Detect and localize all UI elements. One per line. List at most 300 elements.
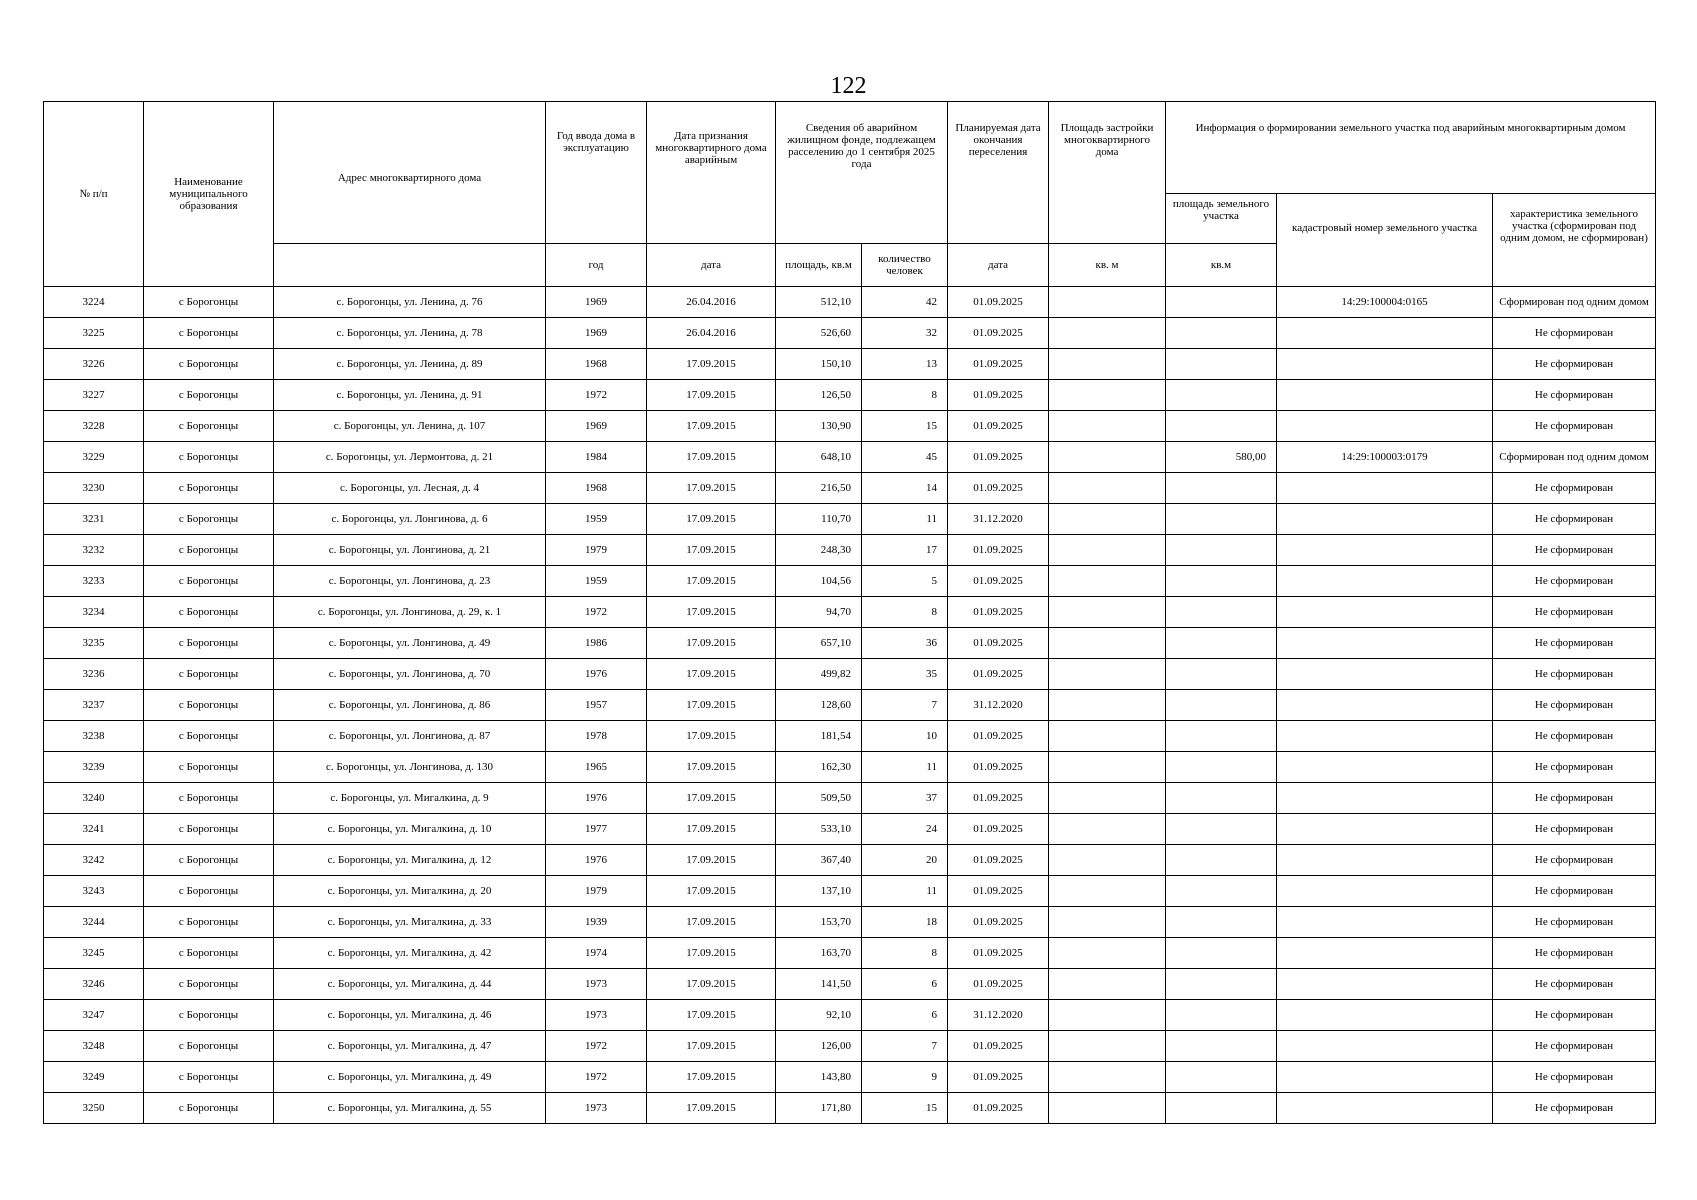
cell-year: 1973: [546, 1000, 647, 1031]
cell-people: 24: [862, 814, 948, 845]
cell-cadastral: [1277, 1093, 1493, 1124]
cell-area: 150,10: [776, 349, 862, 380]
cell-year: 1957: [546, 690, 647, 721]
cell-municipality: с Борогонцы: [144, 907, 274, 938]
cell-address: с. Борогонцы, ул. Мигалкина, д. 12: [274, 845, 546, 876]
cell-year: 1979: [546, 876, 647, 907]
cell-planned-date: 31.12.2020: [948, 504, 1049, 535]
cell-land-area: [1166, 380, 1277, 411]
cell-num: 3245: [44, 938, 144, 969]
cell-date: 17.09.2015: [647, 566, 776, 597]
cell-address: с. Борогонцы, ул. Ленина, д. 89: [274, 349, 546, 380]
cell-area: 171,80: [776, 1093, 862, 1124]
table-row: [44, 659, 1656, 690]
cell-cadastral: [1277, 535, 1493, 566]
table-row: [44, 1062, 1656, 1093]
cell-people: 36: [862, 628, 948, 659]
cell-people: 14: [862, 473, 948, 504]
cell-date: 17.09.2015: [647, 721, 776, 752]
cell-planned-date: 01.09.2025: [948, 814, 1049, 845]
cell-address: с. Борогонцы, ул. Лонгинова, д. 23: [274, 566, 546, 597]
cell-land-char: Не сформирован: [1493, 380, 1656, 411]
table-row: [44, 1000, 1656, 1031]
cell-building-area: [1049, 411, 1166, 442]
cell-year: 1959: [546, 566, 647, 597]
unit-sqm2: кв.м: [1166, 244, 1277, 287]
cell-year: 1939: [546, 907, 647, 938]
cell-address: с. Борогонцы, ул. Мигалкина, д. 47: [274, 1031, 546, 1062]
cell-people: 17: [862, 535, 948, 566]
cell-planned-date: 01.09.2025: [948, 938, 1049, 969]
cell-date: 17.09.2015: [647, 411, 776, 442]
cell-area: 110,70: [776, 504, 862, 535]
cell-date: 17.09.2015: [647, 535, 776, 566]
cell-year: 1959: [546, 504, 647, 535]
cell-area: 126,50: [776, 380, 862, 411]
cell-num: 3246: [44, 969, 144, 1000]
cell-land-area: [1166, 783, 1277, 814]
header-municipality: Наименование муниципального образования: [144, 102, 274, 287]
cell-land-area: [1166, 287, 1277, 318]
cell-municipality: с Борогонцы: [144, 380, 274, 411]
cell-municipality: с Борогонцы: [144, 628, 274, 659]
cell-building-area: [1049, 287, 1166, 318]
cell-municipality: с Борогонцы: [144, 1031, 274, 1062]
cell-num: 3226: [44, 349, 144, 380]
cell-num: 3225: [44, 318, 144, 349]
cell-year: 1972: [546, 380, 647, 411]
cell-land-area: [1166, 504, 1277, 535]
cell-area: 648,10: [776, 442, 862, 473]
cell-land-char: Не сформирован: [1493, 504, 1656, 535]
header-land-info: Информация о формировании земельного участка под аварийным многоквартирным домом: [1166, 102, 1656, 194]
cell-planned-date: 01.09.2025: [948, 287, 1049, 318]
cell-year: 1965: [546, 752, 647, 783]
table-row: [44, 1093, 1656, 1124]
table-row: [44, 752, 1656, 783]
cell-municipality: с Борогонцы: [144, 535, 274, 566]
header-cadastral: кадастровый номер земельного участка: [1277, 194, 1493, 287]
header-planned-date: Планируемая дата окончания переселения: [948, 102, 1049, 244]
cell-address: с. Борогонцы, ул. Лонгинова, д. 29, к. 1: [274, 597, 546, 628]
cell-date: 17.09.2015: [647, 504, 776, 535]
cell-land-area: [1166, 1062, 1277, 1093]
cell-area: 128,60: [776, 690, 862, 721]
cell-people: 8: [862, 380, 948, 411]
cell-date: 17.09.2015: [647, 783, 776, 814]
cell-date: 17.09.2015: [647, 1000, 776, 1031]
cell-date: 17.09.2015: [647, 659, 776, 690]
unit-date2: дата: [948, 244, 1049, 287]
cell-building-area: [1049, 566, 1166, 597]
cell-people: 32: [862, 318, 948, 349]
cell-building-area: [1049, 876, 1166, 907]
cell-num: 3229: [44, 442, 144, 473]
cell-municipality: с Борогонцы: [144, 969, 274, 1000]
cell-building-area: [1049, 380, 1166, 411]
cell-people: 13: [862, 349, 948, 380]
cell-date: 17.09.2015: [647, 1093, 776, 1124]
cell-land-char: Сформирован под одним домом: [1493, 287, 1656, 318]
cell-area: 104,56: [776, 566, 862, 597]
cell-municipality: с Борогонцы: [144, 504, 274, 535]
cell-land-area: [1166, 1000, 1277, 1031]
cell-building-area: [1049, 1093, 1166, 1124]
cell-land-char: Не сформирован: [1493, 473, 1656, 504]
cell-municipality: с Борогонцы: [144, 876, 274, 907]
cell-people: 18: [862, 907, 948, 938]
header-year-built: Год ввода дома в эксплуатацию: [546, 102, 647, 244]
cell-year: 1969: [546, 411, 647, 442]
cell-building-area: [1049, 752, 1166, 783]
cell-planned-date: 01.09.2025: [948, 1062, 1049, 1093]
table-row: [44, 318, 1656, 349]
unit-area: площадь, кв.м: [776, 244, 862, 287]
cell-land-area: [1166, 1093, 1277, 1124]
cell-year: 1976: [546, 845, 647, 876]
header-address: Адрес многоквартирного дома: [274, 102, 546, 244]
cell-building-area: [1049, 597, 1166, 628]
cell-municipality: с Борогонцы: [144, 659, 274, 690]
cell-address: с. Борогонцы, ул. Лермонтова, д. 21: [274, 442, 546, 473]
table-row: [44, 380, 1656, 411]
cell-year: 1979: [546, 535, 647, 566]
cell-people: 8: [862, 938, 948, 969]
cell-planned-date: 01.09.2025: [948, 907, 1049, 938]
cell-date: 17.09.2015: [647, 628, 776, 659]
cell-address: с. Борогонцы, ул. Лонгинова, д. 130: [274, 752, 546, 783]
cell-year: 1972: [546, 1062, 647, 1093]
cell-building-area: [1049, 1062, 1166, 1093]
emergency-housing-table: [43, 101, 1656, 1124]
table-row: [44, 690, 1656, 721]
cell-land-char: Не сформирован: [1493, 535, 1656, 566]
cell-building-area: [1049, 535, 1166, 566]
cell-planned-date: 01.09.2025: [948, 659, 1049, 690]
cell-area: 181,54: [776, 721, 862, 752]
cell-cadastral: [1277, 318, 1493, 349]
cell-land-area: [1166, 597, 1277, 628]
cell-land-char: Не сформирован: [1493, 783, 1656, 814]
cell-address: с. Борогонцы, ул. Мигалкина, д. 44: [274, 969, 546, 1000]
cell-address: с. Борогонцы, ул. Мигалкина, д. 46: [274, 1000, 546, 1031]
cell-planned-date: 01.09.2025: [948, 411, 1049, 442]
cell-planned-date: 01.09.2025: [948, 318, 1049, 349]
cell-cadastral: [1277, 380, 1493, 411]
cell-num: 3227: [44, 380, 144, 411]
cell-address: с. Борогонцы, ул. Ленина, д. 76: [274, 287, 546, 318]
cell-address: с. Борогонцы, ул. Ленина, д. 107: [274, 411, 546, 442]
cell-num: 3244: [44, 907, 144, 938]
cell-area: 216,50: [776, 473, 862, 504]
cell-municipality: с Борогонцы: [144, 845, 274, 876]
cell-cadastral: [1277, 814, 1493, 845]
cell-num: 3242: [44, 845, 144, 876]
cell-planned-date: 01.09.2025: [948, 876, 1049, 907]
cell-cadastral: [1277, 473, 1493, 504]
unit-people: количество человек: [862, 244, 948, 287]
cell-area: 248,30: [776, 535, 862, 566]
table-row: [44, 535, 1656, 566]
cell-land-area: [1166, 535, 1277, 566]
table-row: [44, 1031, 1656, 1062]
cell-land-char: Не сформирован: [1493, 752, 1656, 783]
cell-land-char: Не сформирован: [1493, 1000, 1656, 1031]
cell-planned-date: 01.09.2025: [948, 597, 1049, 628]
cell-people: 37: [862, 783, 948, 814]
cell-land-char: Не сформирован: [1493, 1093, 1656, 1124]
cell-area: 162,30: [776, 752, 862, 783]
cell-land-char: Не сформирован: [1493, 566, 1656, 597]
cell-land-area: [1166, 938, 1277, 969]
cell-municipality: с Борогонцы: [144, 349, 274, 380]
cell-building-area: [1049, 659, 1166, 690]
cell-date: 17.09.2015: [647, 349, 776, 380]
cell-cadastral: [1277, 783, 1493, 814]
cell-land-area: [1166, 349, 1277, 380]
cell-people: 20: [862, 845, 948, 876]
cell-address: с. Борогонцы, ул. Лонгинова, д. 86: [274, 690, 546, 721]
cell-year: 1984: [546, 442, 647, 473]
cell-date: 17.09.2015: [647, 814, 776, 845]
header-land-area: площадь земельного участка: [1166, 194, 1277, 244]
cell-year: 1968: [546, 349, 647, 380]
cell-land-area: [1166, 845, 1277, 876]
table-row: [44, 442, 1656, 473]
cell-area: 141,50: [776, 969, 862, 1000]
cell-land-char: Сформирован под одним домом: [1493, 442, 1656, 473]
table-row: [44, 876, 1656, 907]
cell-cadastral: [1277, 504, 1493, 535]
cell-cadastral: [1277, 628, 1493, 659]
cell-people: 45: [862, 442, 948, 473]
cell-date: 17.09.2015: [647, 969, 776, 1000]
cell-cadastral: [1277, 690, 1493, 721]
cell-municipality: с Борогонцы: [144, 752, 274, 783]
cell-num: 3234: [44, 597, 144, 628]
cell-cadastral: [1277, 907, 1493, 938]
cell-area: 533,10: [776, 814, 862, 845]
cell-building-area: [1049, 783, 1166, 814]
header-emergency-fund: Сведения об аварийном жилищном фонде, подлежащем расселению до 1 сентября 2025 года: [776, 102, 948, 244]
cell-year: 1972: [546, 597, 647, 628]
cell-year: 1968: [546, 473, 647, 504]
cell-area: 512,10: [776, 287, 862, 318]
cell-address: с. Борогонцы, ул. Лонгинова, д. 6: [274, 504, 546, 535]
cell-num: 3235: [44, 628, 144, 659]
cell-land-char: Не сформирован: [1493, 721, 1656, 752]
cell-land-area: [1166, 659, 1277, 690]
cell-cadastral: [1277, 349, 1493, 380]
cell-year: 1986: [546, 628, 647, 659]
cell-land-char: Не сформирован: [1493, 597, 1656, 628]
cell-planned-date: 01.09.2025: [948, 721, 1049, 752]
cell-people: 10: [862, 721, 948, 752]
cell-land-char: Не сформирован: [1493, 1062, 1656, 1093]
cell-area: 367,40: [776, 845, 862, 876]
cell-num: 3236: [44, 659, 144, 690]
cell-municipality: с Борогонцы: [144, 783, 274, 814]
cell-land-area: [1166, 721, 1277, 752]
cell-num: 3240: [44, 783, 144, 814]
cell-address: с. Борогонцы, ул. Лонгинова, д. 70: [274, 659, 546, 690]
cell-address: с. Борогонцы, ул. Мигалкина, д. 55: [274, 1093, 546, 1124]
cell-people: 15: [862, 411, 948, 442]
cell-address: с. Борогонцы, ул. Ленина, д. 78: [274, 318, 546, 349]
cell-num: 3241: [44, 814, 144, 845]
cell-num: 3237: [44, 690, 144, 721]
cell-cadastral: [1277, 1062, 1493, 1093]
table-row: [44, 287, 1656, 318]
cell-municipality: с Борогонцы: [144, 690, 274, 721]
cell-planned-date: 01.09.2025: [948, 969, 1049, 1000]
cell-people: 6: [862, 1000, 948, 1031]
cell-area: 92,10: [776, 1000, 862, 1031]
cell-date: 17.09.2015: [647, 473, 776, 504]
cell-land-char: Не сформирован: [1493, 318, 1656, 349]
cell-municipality: с Борогонцы: [144, 1000, 274, 1031]
cell-land-char: Не сформирован: [1493, 938, 1656, 969]
cell-building-area: [1049, 442, 1166, 473]
cell-building-area: [1049, 969, 1166, 1000]
cell-date: 17.09.2015: [647, 690, 776, 721]
header-date-emergency: Дата признания многоквартирного дома аварийным: [647, 102, 776, 244]
cell-land-char: Не сформирован: [1493, 1031, 1656, 1062]
table-row: [44, 938, 1656, 969]
cell-year: 1978: [546, 721, 647, 752]
cell-year: 1972: [546, 1031, 647, 1062]
cell-land-area: [1166, 628, 1277, 659]
table-row: [44, 845, 1656, 876]
cell-date: 17.09.2015: [647, 907, 776, 938]
cell-people: 7: [862, 1031, 948, 1062]
cell-area: 163,70: [776, 938, 862, 969]
cell-people: 11: [862, 876, 948, 907]
cell-building-area: [1049, 473, 1166, 504]
cell-planned-date: 01.09.2025: [948, 628, 1049, 659]
table-body: [44, 287, 1656, 1124]
cell-num: 3243: [44, 876, 144, 907]
cell-area: 153,70: [776, 907, 862, 938]
cell-people: 42: [862, 287, 948, 318]
cell-area: 94,70: [776, 597, 862, 628]
cell-year: 1976: [546, 659, 647, 690]
cell-address: с. Борогонцы, ул. Ленина, д. 91: [274, 380, 546, 411]
cell-planned-date: 01.09.2025: [948, 783, 1049, 814]
cell-land-area: [1166, 907, 1277, 938]
unit-year: год: [546, 244, 647, 287]
cell-people: 5: [862, 566, 948, 597]
cell-land-char: Не сформирован: [1493, 876, 1656, 907]
cell-area: 509,50: [776, 783, 862, 814]
cell-people: 11: [862, 752, 948, 783]
cell-land-char: Не сформирован: [1493, 907, 1656, 938]
cell-year: 1973: [546, 969, 647, 1000]
cell-address: с. Борогонцы, ул. Лонгинова, д. 87: [274, 721, 546, 752]
cell-planned-date: 31.12.2020: [948, 1000, 1049, 1031]
cell-municipality: с Борогонцы: [144, 721, 274, 752]
table-row: [44, 473, 1656, 504]
table-row: [44, 504, 1656, 535]
cell-building-area: [1049, 907, 1166, 938]
cell-land-char: Не сформирован: [1493, 349, 1656, 380]
cell-cadastral: [1277, 566, 1493, 597]
cell-land-char: Не сформирован: [1493, 845, 1656, 876]
cell-people: 11: [862, 504, 948, 535]
cell-year: 1969: [546, 318, 647, 349]
cell-planned-date: 01.09.2025: [948, 1031, 1049, 1062]
cell-num: 3224: [44, 287, 144, 318]
cell-cadastral: [1277, 1000, 1493, 1031]
cell-date: 17.09.2015: [647, 380, 776, 411]
cell-area: 499,82: [776, 659, 862, 690]
cell-date: 26.04.2016: [647, 318, 776, 349]
cell-year: 1977: [546, 814, 647, 845]
cell-year: 1973: [546, 1093, 647, 1124]
cell-date: 17.09.2015: [647, 597, 776, 628]
cell-building-area: [1049, 318, 1166, 349]
cell-cadastral: [1277, 597, 1493, 628]
cell-building-area: [1049, 845, 1166, 876]
cell-municipality: с Борогонцы: [144, 287, 274, 318]
cell-municipality: с Борогонцы: [144, 318, 274, 349]
cell-building-area: [1049, 721, 1166, 752]
cell-date: 17.09.2015: [647, 752, 776, 783]
cell-planned-date: 31.12.2020: [948, 690, 1049, 721]
cell-address: с. Борогонцы, ул. Мигалкина, д. 49: [274, 1062, 546, 1093]
table-row: [44, 907, 1656, 938]
cell-date: 17.09.2015: [647, 938, 776, 969]
table-row: [44, 721, 1656, 752]
cell-date: 17.09.2015: [647, 442, 776, 473]
cell-land-area: [1166, 411, 1277, 442]
table-row: [44, 349, 1656, 380]
cell-land-area: [1166, 690, 1277, 721]
cell-building-area: [1049, 1031, 1166, 1062]
cell-num: 3238: [44, 721, 144, 752]
cell-num: 3231: [44, 504, 144, 535]
cell-land-char: Не сформирован: [1493, 628, 1656, 659]
cell-planned-date: 01.09.2025: [948, 535, 1049, 566]
cell-planned-date: 01.09.2025: [948, 845, 1049, 876]
cell-planned-date: 01.09.2025: [948, 1093, 1049, 1124]
table-row: [44, 566, 1656, 597]
table-header: [44, 102, 1656, 287]
cell-date: 26.04.2016: [647, 287, 776, 318]
cell-num: 3247: [44, 1000, 144, 1031]
cell-land-area: [1166, 473, 1277, 504]
cell-land-area: [1166, 752, 1277, 783]
cell-cadastral: 14:29:100004:0165: [1277, 287, 1493, 318]
cell-land-char: Не сформирован: [1493, 659, 1656, 690]
cell-municipality: с Борогонцы: [144, 442, 274, 473]
cell-address: с. Борогонцы, ул. Лонгинова, д. 49: [274, 628, 546, 659]
page-number: 122: [830, 73, 867, 99]
cell-building-area: [1049, 938, 1166, 969]
cell-planned-date: 01.09.2025: [948, 349, 1049, 380]
cell-municipality: с Борогонцы: [144, 597, 274, 628]
table-row: [44, 783, 1656, 814]
cell-address: с. Борогонцы, ул. Мигалкина, д. 9: [274, 783, 546, 814]
cell-cadastral: [1277, 969, 1493, 1000]
unit-sqm: кв. м: [1049, 244, 1166, 287]
cell-year: 1974: [546, 938, 647, 969]
cell-cadastral: [1277, 845, 1493, 876]
cell-land-area: 580,00: [1166, 442, 1277, 473]
cell-year: 1976: [546, 783, 647, 814]
cell-num: 3250: [44, 1093, 144, 1124]
cell-area: 126,00: [776, 1031, 862, 1062]
